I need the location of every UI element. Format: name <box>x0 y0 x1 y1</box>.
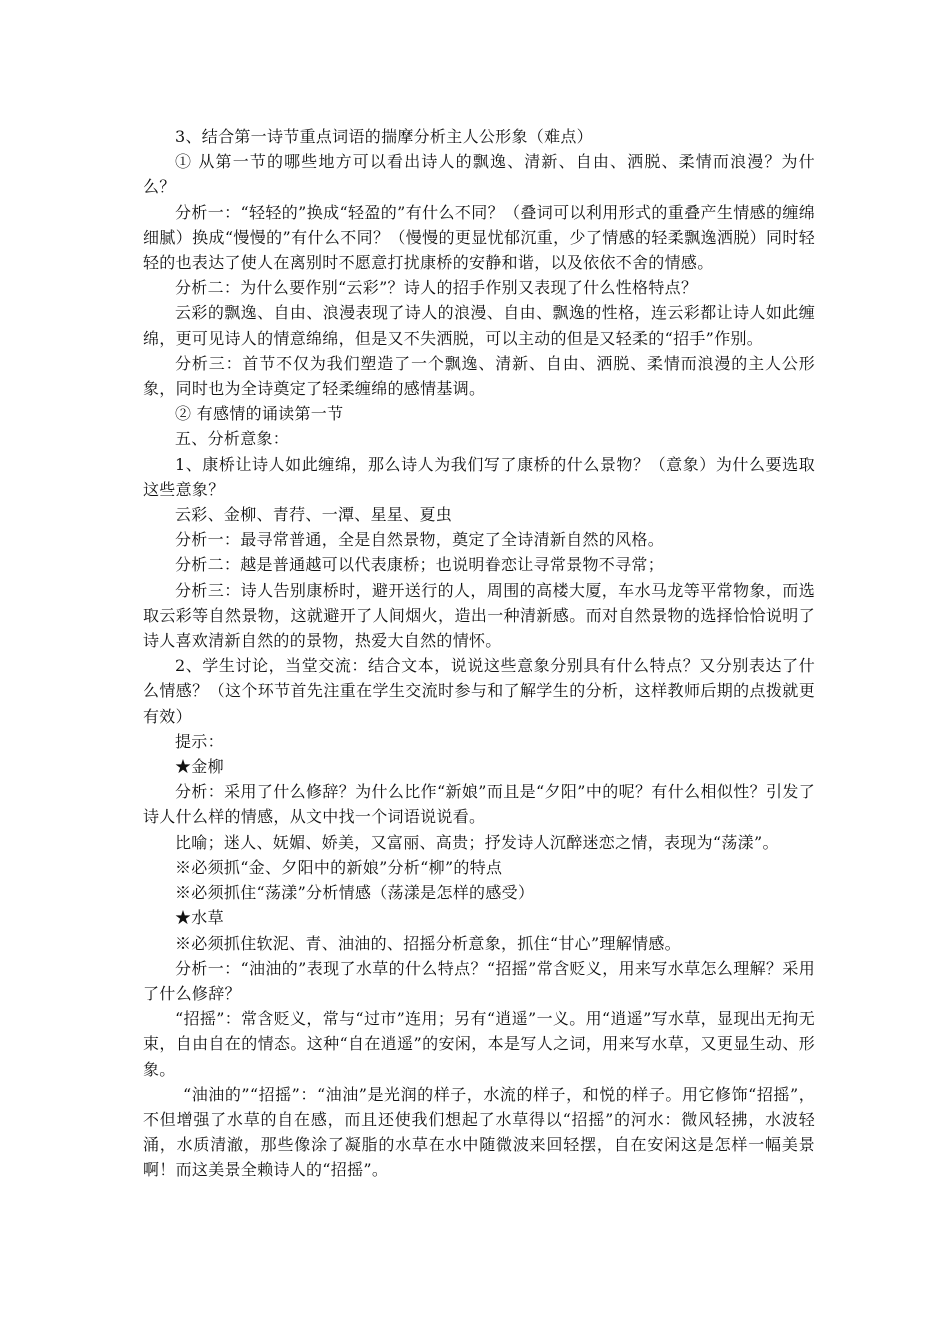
section-heading-5: 五、分析意象： <box>175 429 290 449</box>
analysis-2-answer: 云彩的飘逸、自由、浪漫表现了诗人的浪漫、自由、飘逸的性格，连云彩都让诗人如此缠绵，更可见诗人的情意绵绵，但是又不失洒脱，可以主动的但是又轻柔的“招手”作别。 <box>143 303 815 348</box>
reading-instruction: ② 有感情的诵读第一节 <box>175 404 344 424</box>
discussion-question-2: 2、学生讨论，当堂交流：结合文本，说说这些意象分别具有什么特点？又分别表达了什么情感？（这个环节首先注重在学生交流时参与和了解学生的分析，这样教师后期的点拨就更有效） <box>143 656 815 726</box>
grass-analysis-1: 分析一：“油油的”表现了水草的什么特点？“招摇”常含贬义，用来写水草怎么理解？采用了什么修辞？ <box>143 958 815 1003</box>
star-heading-water-grass: ★水草 <box>175 908 224 928</box>
willow-note-2: ※必须抓住“荡漾”分析情感（荡漾是怎样的感受） <box>175 883 535 903</box>
imagery-analysis-1: 分析一：最寻常普通，全是自然景物，奠定了全诗清新自然的风格。 <box>175 530 665 550</box>
grass-zhaoyao-explanation: “招摇”：常含贬义，常与“过市”连用；另有“逍遥”一义。用“逍遥”写水草，显现出无拘无束，自由自在的情态。这种“自在逍遥”的安闲，本是写人之词，用来写水草，又更显生动、形象。 <box>143 1009 815 1079</box>
imagery-question-1: 1、康桥让诗人如此缠绵，那么诗人为我们写了康桥的什么景物？（意象）为什么要选取这些意象？ <box>143 454 815 499</box>
imagery-analysis-2: 分析二：越是普通越可以代表康桥；也说明眷恋让寻常景物不寻常； <box>175 555 665 575</box>
analysis-2: 分析二：为什么要作别“云彩”？诗人的招手作别又表现了什么性格特点？ <box>175 278 698 298</box>
star-heading-golden-willow: ★金柳 <box>175 757 224 777</box>
section-heading-3: 3、结合第一诗节重点词语的揣摩分析主人公形象（难点） <box>175 127 593 146</box>
willow-note-1: ※必须抓“金、夕阳中的新娘”分析“柳”的特点 <box>175 857 503 877</box>
imagery-analysis-3: 分析三：诗人告别康桥时，避开送行的人，周围的高楼大厦，车水马龙等平常物象，而选取云彩等自然景物，这就避开了人间烟火，造出一种清新感。而对自然景物的选择恰恰说明了诗人喜欢清新自然的的景物，热爱大自然的情怀。 <box>143 580 815 651</box>
document-page <box>143 124 815 1183</box>
willow-analysis: 分析：采用了什么修辞？为什么比作“新娘”而且是“夕阳”中的呢？有什么相似性？引发了诗人什么样的情感，从文中找一个词语说说看。 <box>143 782 815 827</box>
grass-note: ※必须抓住软泥、青、油油的、招摇分析意象，抓住“甘心”理解情感。 <box>175 933 681 953</box>
hint-label: 提示： <box>175 731 224 751</box>
question-1: ① 从第一节的哪些地方可以看出诗人的飘逸、清新、自由、洒脱、柔情而浪漫？为什么？ <box>143 152 815 197</box>
grass-youyou-explanation: “油油的”“招摇”：“油油”是光润的样子，水流的样子，和悦的样子。用它修饰“招摇”，不但增强了水草的自在感，而且还使我们想起了水草得以“招摇”的河水：微风轻拂，水波轻涌，水质清澈，那些像涂了凝脂的水草在水中随微波来回轻摆，自在安闲这是怎样一幅美景啊！而这美景全赖诗人的“招摇”。 <box>143 1084 815 1180</box>
analysis-1: 分析一：“轻轻的”换成“轻盈的”有什么不同？（叠词可以利用形式的重叠产生情感的缠绵细腻）换成“慢慢的”有什么不同？（慢慢的更显忧郁沉重，少了情感的轻柔飘逸洒脱）同时轻轻的也表达了使人在离别时不愿意打扰康桥的安静和谐，以及依依不舍的情感。 <box>143 202 815 273</box>
imagery-list: 云彩、金柳、青荇、一潭、星星、夏虫 <box>175 505 453 525</box>
willow-answer: 比喻；迷人、妩媚、娇美，又富丽、高贵；抒发诗人沉醉迷恋之情，表现为“荡漾”。 <box>175 832 779 852</box>
analysis-3: 分析三：首节不仅为我们塑造了一个飘逸、清新、自由、洒脱、柔情而浪漫的主人公形象，同时也为全诗奠定了轻柔缠绵的感情基调。 <box>143 353 815 399</box>
